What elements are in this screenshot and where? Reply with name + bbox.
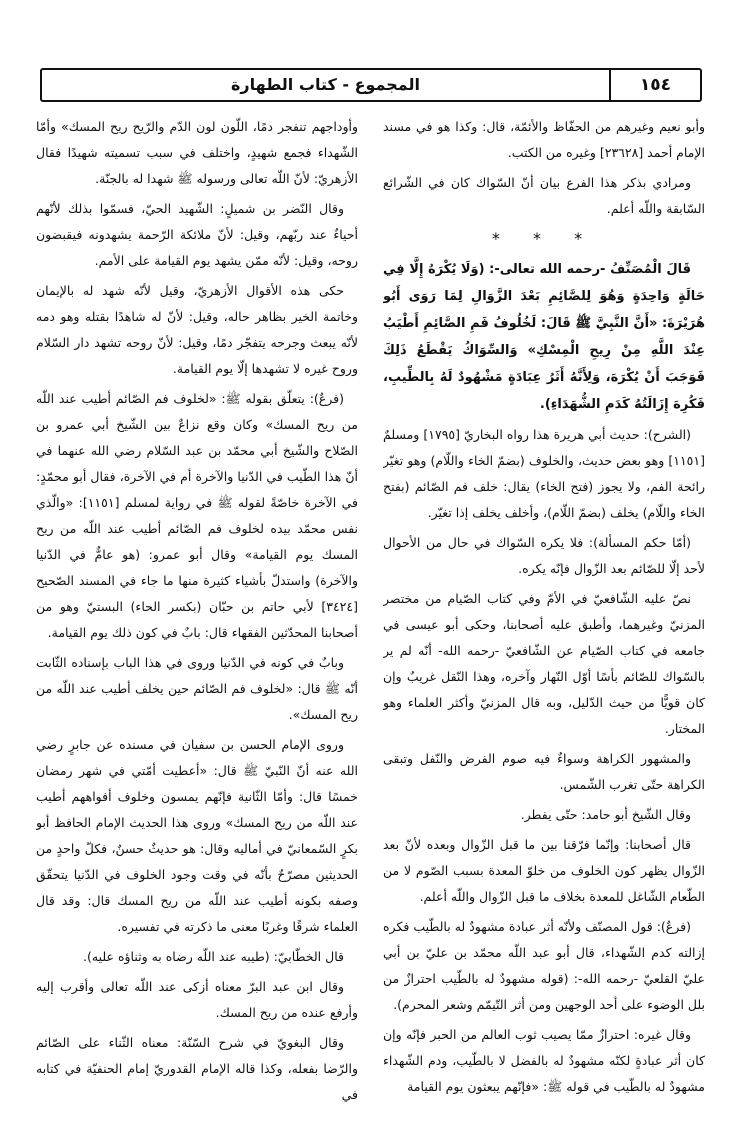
paragraph: وروى الإمام الحسن بن سفيان في مسنده عن جابرٍ رضي الله عنه أنّ النّبيّ ﷺ قال: «أعطيت أمّتي في شهر رمضان خمسًا قال: وأمّا الثّانية فإنّهم يمسون وخلوف أفواههم أطيب عند اللّه من ريح المسك» وروى هذا الحديث الإمام الحافظ أبو بكرٍ السّمعانيّ في أماليه وقال: هو حديثٌ حسنٌ، فكلّ واحدٍ من الحديثين مصرّحٌ بأنّه في وقت وجود الخلوف في الدّنيا يتحقّق وصفه بكونه أطيب عند اللّه من ريح المسك قال: وقد قال العلماء شرقًا وغربًا معنى ما ذكرته في تفسيره. xyxy=(36,737,358,934)
left-column xyxy=(36,114,358,1114)
paragraph: حكى هذه الأقوال الأزهريّ، وقيل لأنّه شهد له بالإيمان وخاتمة الخير بظاهر حاله، وقيل: لأنّ له شاهدًا بقتله وهو دمه لأنّه يبعث وجرحه يتفجّر دمًا، وقيل: لأنّ روحه تشهد دار السّلام وروح غيره لا تشهدها إلّا يوم القيامة. xyxy=(36,283,358,376)
paragraph: وقال البغويّ في شرح السّنّة: معناه الثّناء على الصّائم والرّضا بفعله، وكذا قاله الإمام القدوريّ إمام الحنفيّة في كتابه في xyxy=(36,1035,358,1102)
paragraph: قال أصحابنا: وإنّما فرّقنا بين ما قبل الزّوال وبعده لأنّ بعد الزّوال يظهر كون الخلوف من خلوّ المعدة بسبب الصّوم لا من الطّعام الشّاغل للمعدة بخلاف ما قبل الزّوال واللّه أعلم. xyxy=(383,837,705,904)
running-title: المجموع - كتاب الطهارة xyxy=(230,75,420,94)
paragraph: وبابٌ في كونه في الدّنيا وروى في هذا الباب بإسناده الثّابت أنّه ﷺ قال: «لخلوف فم الصّائم حين يخلف أطيب عند اللّه من ريح المسك». xyxy=(36,655,358,722)
page-header xyxy=(40,68,702,102)
paragraph: (فرعٌ): قول المصنّف ولأنّه أثر عبادة مشهودٌ له بالطّيب فكره إزالته كدم الشّهداء، قال أبو عبد اللّه محمّد بن عليّ بن أبي عليّ القلعيّ -رحمه الله-: (قوله مشهودٌ له بالطّيب احترازٌ من بلل الوضوء على أحد الوجهين ومن أثر التّيمّم وشعر المحرم). xyxy=(383,919,705,1012)
paragraph: ومرادي بذكر هذا الفرع بيان أنّ السّواك كان في الشّرائع السّابقة واللّه أعلم. xyxy=(383,175,705,216)
page-number: ١٥٤ xyxy=(639,75,672,95)
right-column xyxy=(383,114,705,1114)
paragraph: والمشهور الكراهة وسواءٌ فيه صوم الفرض والنّفل وتبقى الكراهة حتّى تغرب الشّمس. xyxy=(383,751,705,792)
paragraph: (الشرح): حديث أبي هريرة هذا رواه البخاريّ [١٧٩٥] ومسلمٌ [١١٥١] وهو بعض حديث، والخلوف (بضمّ الخاء واللّام) وهو تغيّر رائحة الفم، ولا يجوز (فتح الخاء) يقال: خلف فم الصّائم (بفتح الخاء واللّام) يخلف (بضمّ اللّام)، وأخلف يخلف إذا تغيّر. xyxy=(383,427,705,520)
paragraph: وأوداجهم تنفجر دمًا، اللّون لون الدّم والرّيح ريح المسك» وأمّا الشّهداء فجمع شهيدٍ، واختلف في سبب تسميته شهيدًا فقال الأزهريّ: لأنّ اللّه تعالى ورسوله ﷺ شهدا له بالجنّة. xyxy=(36,119,358,186)
section-separator: * * * xyxy=(491,229,597,248)
paragraph: وقال النّضر بن شميلٍ: الشّهيد الحيّ، فسمّوا بذلك لأنّهم أحياءٌ عند ربّهم، وقيل: لأنّ ملائكة الرّحمة يشهدونه فيقبضون روحه، وقيل: لأنّه ممّن يشهد يوم القيامة على الأمم. xyxy=(36,201,358,268)
paragraph: وقال غيره: احترازٌ ممّا يصيب ثوب العالم من الحبر فإنّه وإن كان أثر عبادةٍ لكنّه مشهودٌ له بالفضل لا بالطّيب، ودم الشّهداء مشهودٌ له بالطّيب في قوله ﷺ: «فإنّهم يبعثون يوم القيامة xyxy=(383,1027,705,1094)
paragraph: وقال الشّيخ أبو حامد: حتّى يفطر. xyxy=(520,807,691,822)
paragraph: (أمّا حكم المسألة): فلا يكره السّواك في حال من الأحوال لأحد إلّا للصّائم بعد الزّوال فإنّه يكره. xyxy=(383,535,705,576)
paragraph: وأبو نعيم وغيرهم من الحفّاظ والأئمّة، قال: وكذا هو في مسند الإمام أحمد [٢٣٦٢٨] وغيره من الكتب. xyxy=(383,119,705,160)
author-text: قَالَ الْمُصَنِّفُ -رحمه الله تعالى-: (وَلَا يُكْرَهُ إِلَّا فِي حَالَةٍ وَاحِدَةٍ وَهُوَ لِلصَّائِمِ بَعْدَ الزَّوَالِ لِمَا رَوَى أَبُو هُرَيْرَةَ: «أَنَّ النَّبِيَّ ﷺ قَالَ: لَخُلُوفُ فَمِ الصَّائِمِ أَطْيَبُ عِنْدَ اللَّهِ مِنْ رِيحِ الْمِسْكِ» وَالسِّوَاكُ يَقْطَعُ ذَلِكَ فَوَجَبَ أَنْ يُكْرَهَ، وَلِأَنَّهُ أَثَرُ عِبَادَةٍ مَشْهُودٌ لَهُ بِالطِّيبِ، فَكُرِهَ إِزَالَتُهُ كَدَمِ الشُّهَدَاءِ). xyxy=(383,262,705,412)
paragraph: وقال ابن عبد البرّ معناه أزكى عند اللّه تعالى وأقرب إليه وأرفع عنده من ريح المسك. xyxy=(36,979,358,1020)
paragraph: (فرعٌ): يتعلّق بقوله ﷺ: «لخلوف فم الصّائم أطيب عند اللّه من ريح المسك» وكان وقع نزاعٌ بين الشّيخ أبي عمرو بن الصّلاح والشّيخ أبي محمّد بن عبد السّلام رضي الله عنهما في أنّ هذا الطّيب في الدّنيا والآخرة أم في الآخرة، فقال أبو محمّدٍ: في الآخرة خاصّةً لقوله ﷺ في رواية لمسلم [١١٥١]: «والّذي نفس محمّد بيده لخلوف فم الصّائم أطيب عند اللّه من ريح المسك يوم القيامة» وقال أبو عمرو: (هو عامٌّ في الدّنيا والآخرة) واستدلّ بأشياء كثيرة منها ما جاء في المسند الصّحيح [٣٤٢٤] لأبي حاتم بن حبّان (بكسر الحاء) البستيّ وهو من أصحابنا المحدّثين الفقهاء قال: بابٌ في كون ذلك يوم القيامة. xyxy=(36,391,358,640)
paragraph: نصّ عليه الشّافعيّ في الأمّ وفي كتاب الصّيام من مختصر المزنيّ وغيرهما، وأطبق عليه أصحابنا، وحكى أبو عيسى في جامعه في كتاب الصّيام عن الشّافعيّ -رحمه الله- أنّه لم ير بالسّواك للصّائم بأسًا أوّل النّهار وآخره، وهذا النّقل غريبٌ وإن كان قويًّا من حيث الدّليل، وبه قال المزنيّ وأكثر العلماء وهو المختار. xyxy=(383,591,705,736)
paragraph: قال الخطّابيّ: (طيبه عند اللّه رضاه به وثناؤه عليه). xyxy=(83,949,344,964)
